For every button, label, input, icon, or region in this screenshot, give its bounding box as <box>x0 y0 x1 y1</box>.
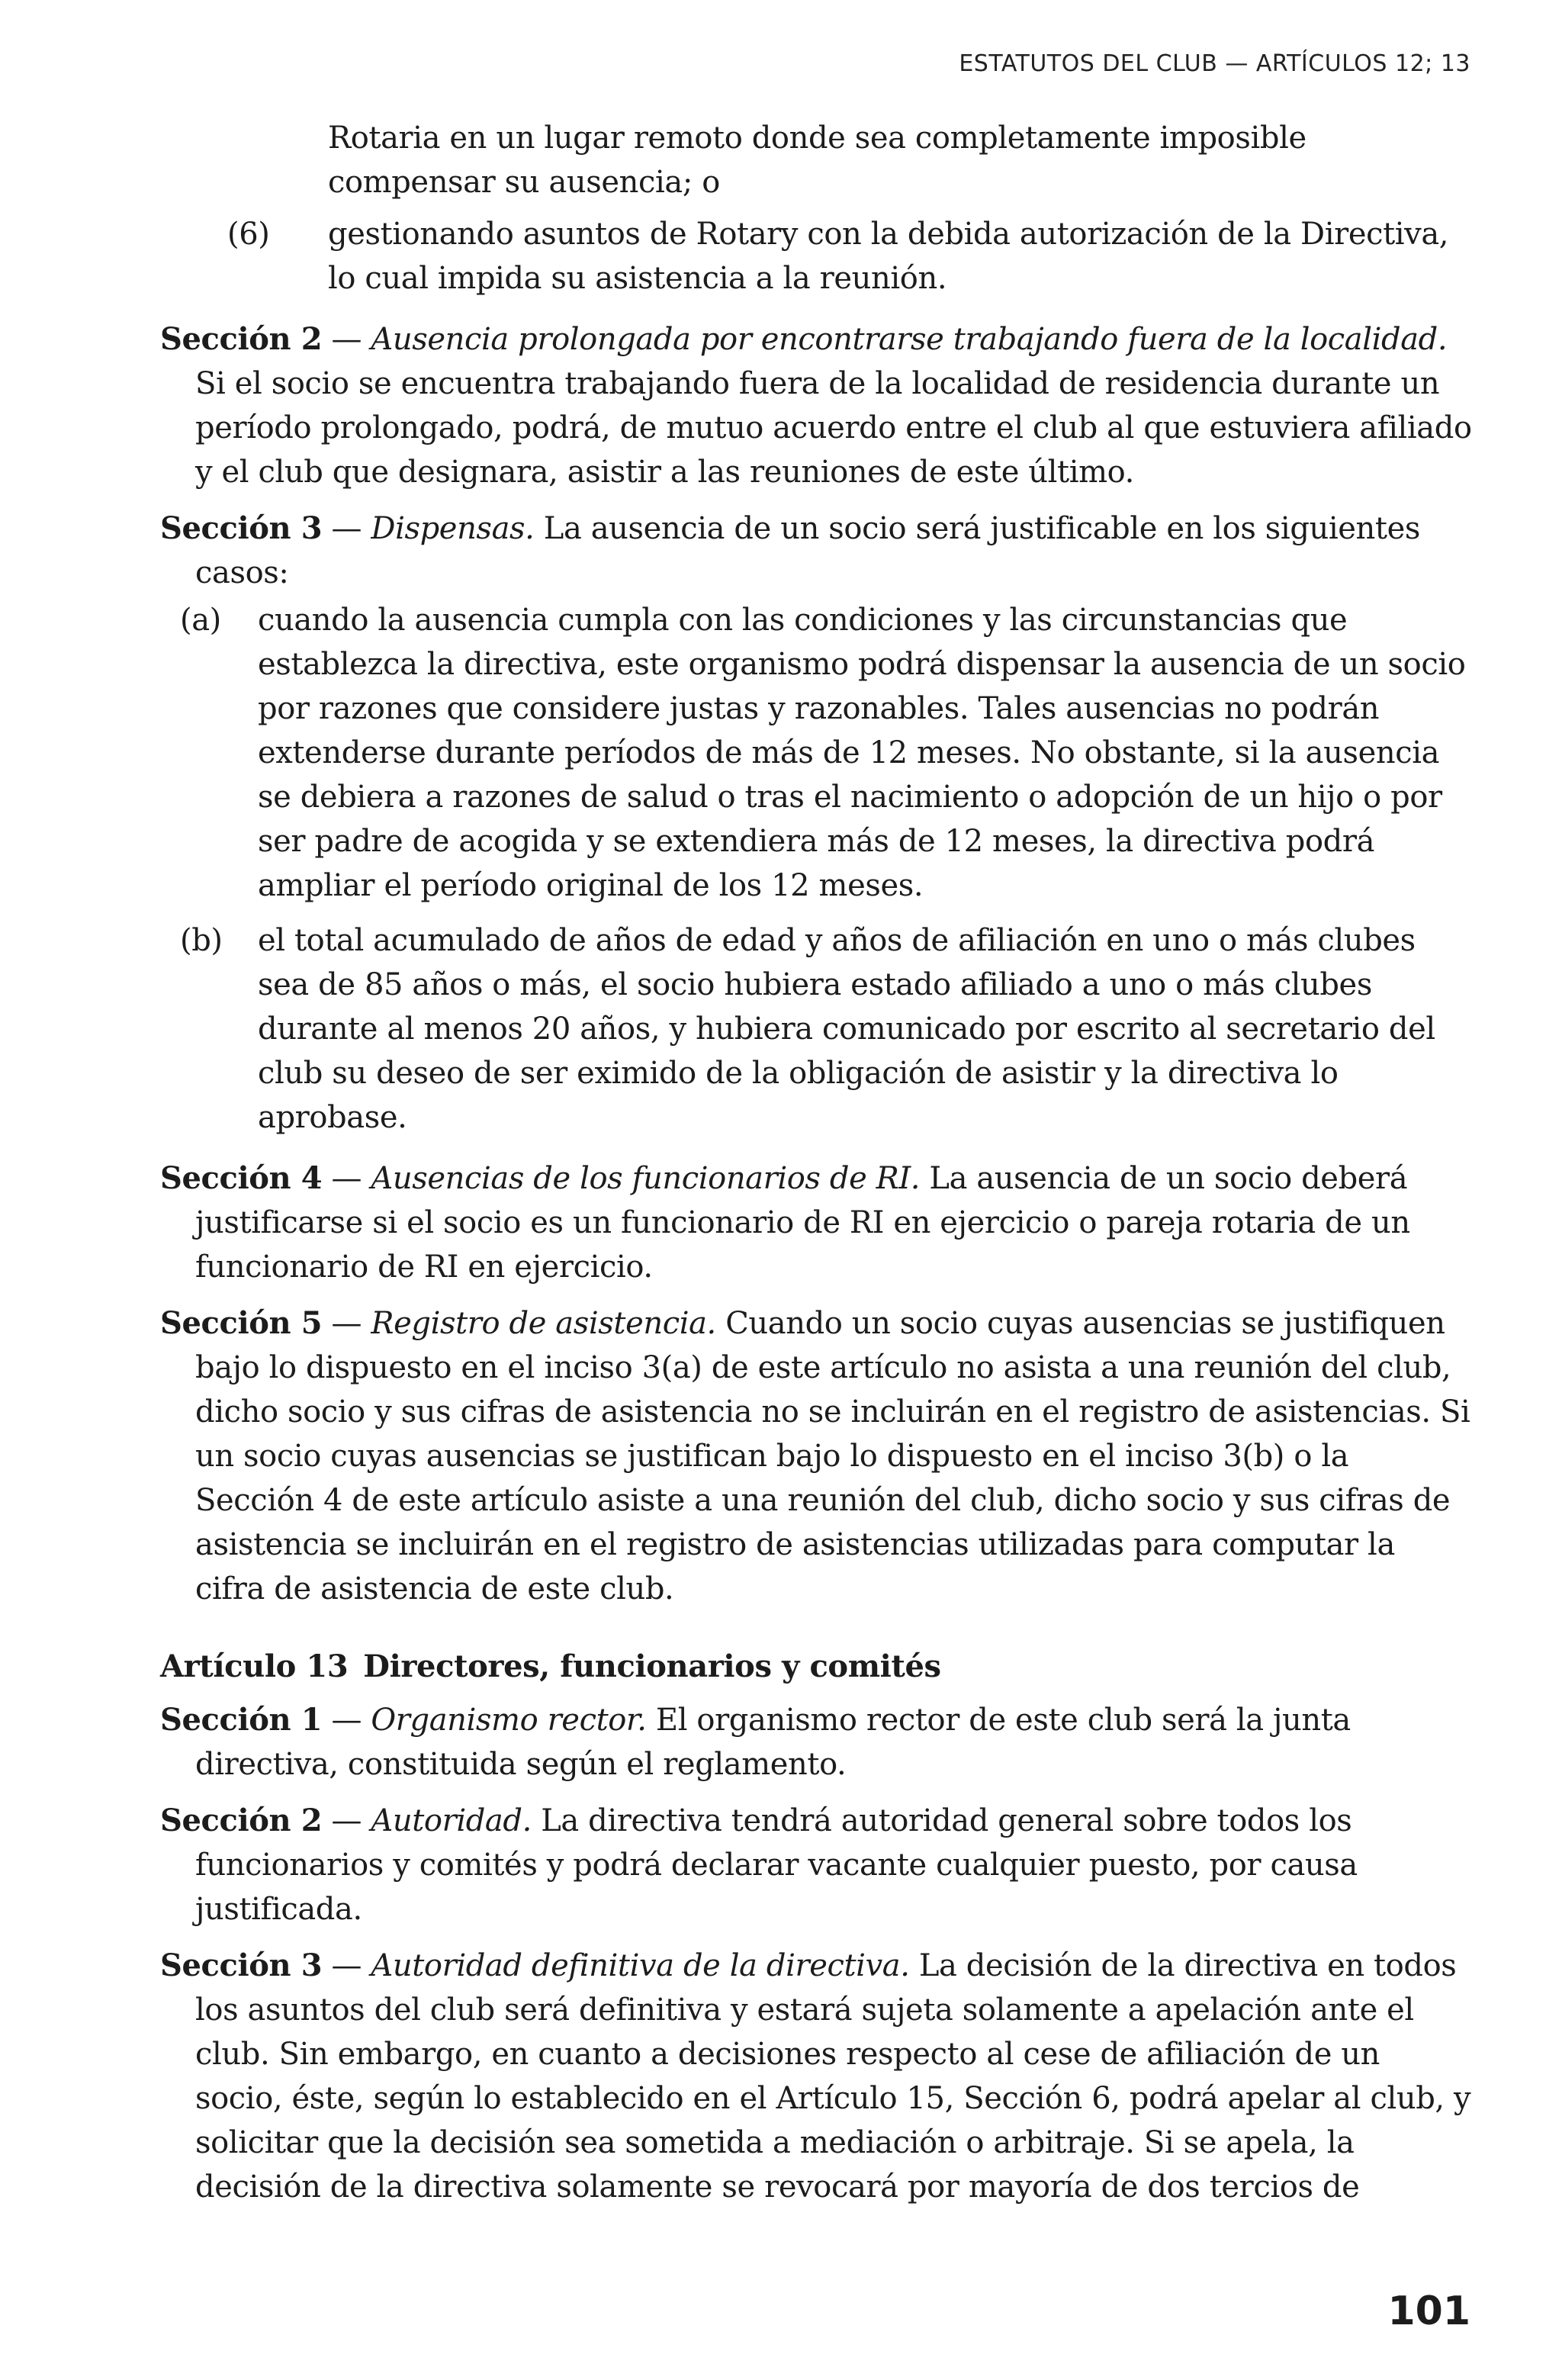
item-b-number: (b) <box>180 923 223 958</box>
section-label: Sección 2 <box>160 1803 323 1838</box>
item-b-text: el total acumulado de años de edad y años de afiliación en uno o más clubes sea de 85 años o más, el socio hubiera estado afiliado a uno o más clubes durante al menos 20 años, y hubiera comunicado por escrito al secretario del club su deseo de ser eximido de la obligación de asistir y la directiva lo aprobase. <box>258 923 1435 1135</box>
art12-section-4 <box>160 1156 1472 1289</box>
section-title: Dispensas. <box>371 511 535 546</box>
page-body <box>160 116 1472 2221</box>
section-text: El organismo rector de este club será la junta directiva, constituida según el reglamento. <box>195 1703 1351 1782</box>
section-label: Sección 2 <box>160 321 323 357</box>
art13-section-1 <box>160 1698 1472 1787</box>
item-a-text: cuando la ausencia cumpla con las condiciones y las circunstancias que establezca la directiva, este organismo podrá dispensar la ausencia de un socio por razones que considere justas y razonables. Tales ausencias no podrán extenderse durante períodos de más de 12 meses. No obstante, si la ausencia se debiera a razones de salud o tras el nacimiento o adopción de un hijo o por ser padre de acogida y se extendiera más de 12 meses, la directiva podrá ampliar el período original de los 12 meses. <box>258 603 1466 903</box>
section-title: Autoridad. <box>371 1803 532 1838</box>
section-title: Ausencia prolongada por encontrarse trabajando fuera de la localidad. <box>371 322 1448 357</box>
art13-section-2 <box>160 1799 1472 1931</box>
item-a-number: (a) <box>180 603 221 638</box>
section-dash: — <box>322 1161 371 1196</box>
section-label: Sección 3 <box>160 1947 323 1983</box>
art13-section-3 <box>160 1944 1472 2209</box>
section-dash: — <box>322 1703 371 1738</box>
section-label: Sección 5 <box>160 1305 323 1341</box>
art12-section-3-item-a <box>160 598 1472 908</box>
article-13-heading <box>160 1645 1472 1689</box>
item-6 <box>160 212 1472 301</box>
section-dash: — <box>322 322 371 357</box>
section-title: Ausencias de los funcionarios de RI. <box>371 1161 921 1196</box>
section-dash: — <box>322 511 371 546</box>
section-text: La ausencia de un socio será justificable en los siguientes casos: <box>195 511 1420 590</box>
running-header: ESTATUTOS DEL CLUB — ARTÍCULOS 12; 13 <box>959 50 1470 77</box>
art12-section-3-item-b <box>160 918 1472 1140</box>
section-dash: — <box>322 1306 371 1341</box>
art12-section-5 <box>160 1301 1472 1611</box>
section-text: La decisión de la directiva en todos los asuntos del club será definitiva y estará sujeta solamente a apelación ante el club. Sin embargo, en cuanto a decisiones respecto al cese de afiliación de un socio, éste, según lo establecido en el Artículo 15, Sección 6, podrá apelar al club, y solicitar que la decisión sea sometida a mediación o arbitraje. Si se apela, la decisión de la directiva solamente se revocará por mayoría de dos tercios de <box>195 1948 1471 2205</box>
art12-section-2 <box>160 317 1472 494</box>
article-title: Directores, funcionarios y comités <box>363 1648 941 1684</box>
section-label: Sección 1 <box>160 1702 323 1738</box>
section-text: La ausencia de un socio deberá justificarse si el socio es un funcionario de RI en ejercicio o pareja rotaria de un funcionario de RI en ejercicio. <box>195 1161 1410 1285</box>
section-dash: — <box>322 1803 371 1838</box>
section-title: Registro de asistencia. <box>371 1306 716 1341</box>
item-6-text: gestionando asuntos de Rotary con la debida autorización de la Directiva, lo cual impida su asistencia a la reunión. <box>328 217 1449 296</box>
section-text: La directiva tendrá autoridad general sobre todos los funcionarios y comités y podrá declarar vacante cualquier puesto, por causa justificada. <box>195 1803 1358 1927</box>
item-5-continuation <box>160 116 1472 204</box>
page-number: 101 <box>1387 2288 1470 2334</box>
article-number: Artículo 13 <box>160 1648 349 1684</box>
section-label: Sección 3 <box>160 510 323 546</box>
art12-section-3 <box>160 507 1472 595</box>
item-6-number: (6) <box>227 217 270 252</box>
section-title: Organismo rector. <box>371 1703 647 1738</box>
section-title: Autoridad definitiva de la directiva. <box>371 1948 910 1983</box>
section-dash: — <box>322 1948 371 1983</box>
section-text: Cuando un socio cuyas ausencias se justifiquen bajo lo dispuesto en el inciso 3(a) de este artículo no asista a una reunión del club, dicho socio y sus cifras de asistencia no se incluirán en el registro de asistencias. Si un socio cuyas ausencias se justifican bajo lo dispuesto en el inciso 3(b) o la Sección 4 de este artículo asiste a una reunión del club, dicho socio y sus cifras de asistencia se incluirán en el registro de asistencias utilizadas para computar la cifra de asistencia de este club. <box>195 1306 1470 1606</box>
section-label: Sección 4 <box>160 1160 323 1196</box>
item-5-text: Rotaria en un lugar remoto donde sea completamente imposible compensar su ausencia; o <box>328 121 1306 200</box>
section-text: Si el socio se encuentra trabajando fuera de la localidad de residencia durante un período prolongado, podrá, de mutuo acuerdo entre el club al que estuviera afiliado y el club que designara, asistir a las reuniones de este último. <box>195 366 1472 490</box>
